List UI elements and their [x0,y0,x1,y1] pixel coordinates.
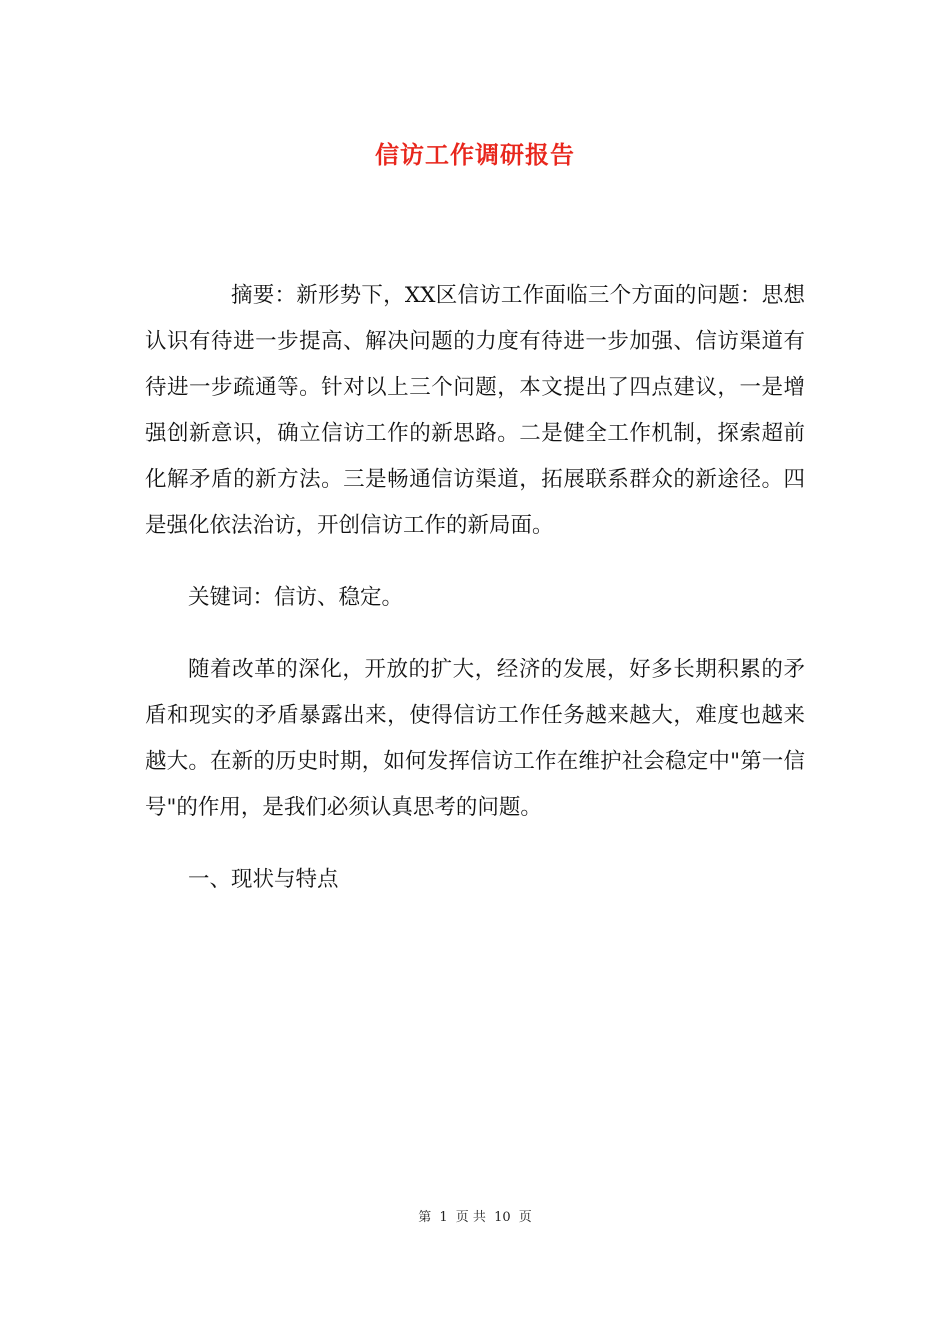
footer-suffix: 页 [518,1210,532,1225]
keywords-paragraph: 关键词：信访、稳定。 [188,585,404,610]
section-heading: 一、现状与特点 [188,867,339,892]
footer-total-pages: 10 [494,1210,511,1225]
intro-paragraph: 随着改革的深化，开放的扩大，经济的发展，好多长期积累的矛盾和现实的矛盾暴露出来，使得信访工作任务越来越大，难度也越来越大。在新的历史时期，如何发挥信访工作在维护社会稳定中"第一信号"的作用，是我们必须认真思考的问题。 [145,657,805,820]
page-footer [0,1209,950,1227]
document-title: 信访工作调研报告 [375,140,575,169]
footer-prefix: 第 [418,1210,432,1225]
footer-mid: 页 共 [455,1210,486,1225]
footer-current-page: 1 [439,1210,448,1225]
document-body [145,273,805,929]
abstract-paragraph: 摘要：新形势下，XX区信访工作面临三个方面的问题：思想认识有待进一步提高、解决问题的力度有待进一步加强、信访渠道有待进一步疏通等。针对以上三个问题，本文提出了四点建议，一是增强创新意识，确立信访工作的新思路。二是健全工作机制，探索超前化解矛盾的新方法。三是畅通信访渠道，拓展联系群众的新途径。四是强化依法治访，开创信访工作的新局面。 [145,283,805,538]
